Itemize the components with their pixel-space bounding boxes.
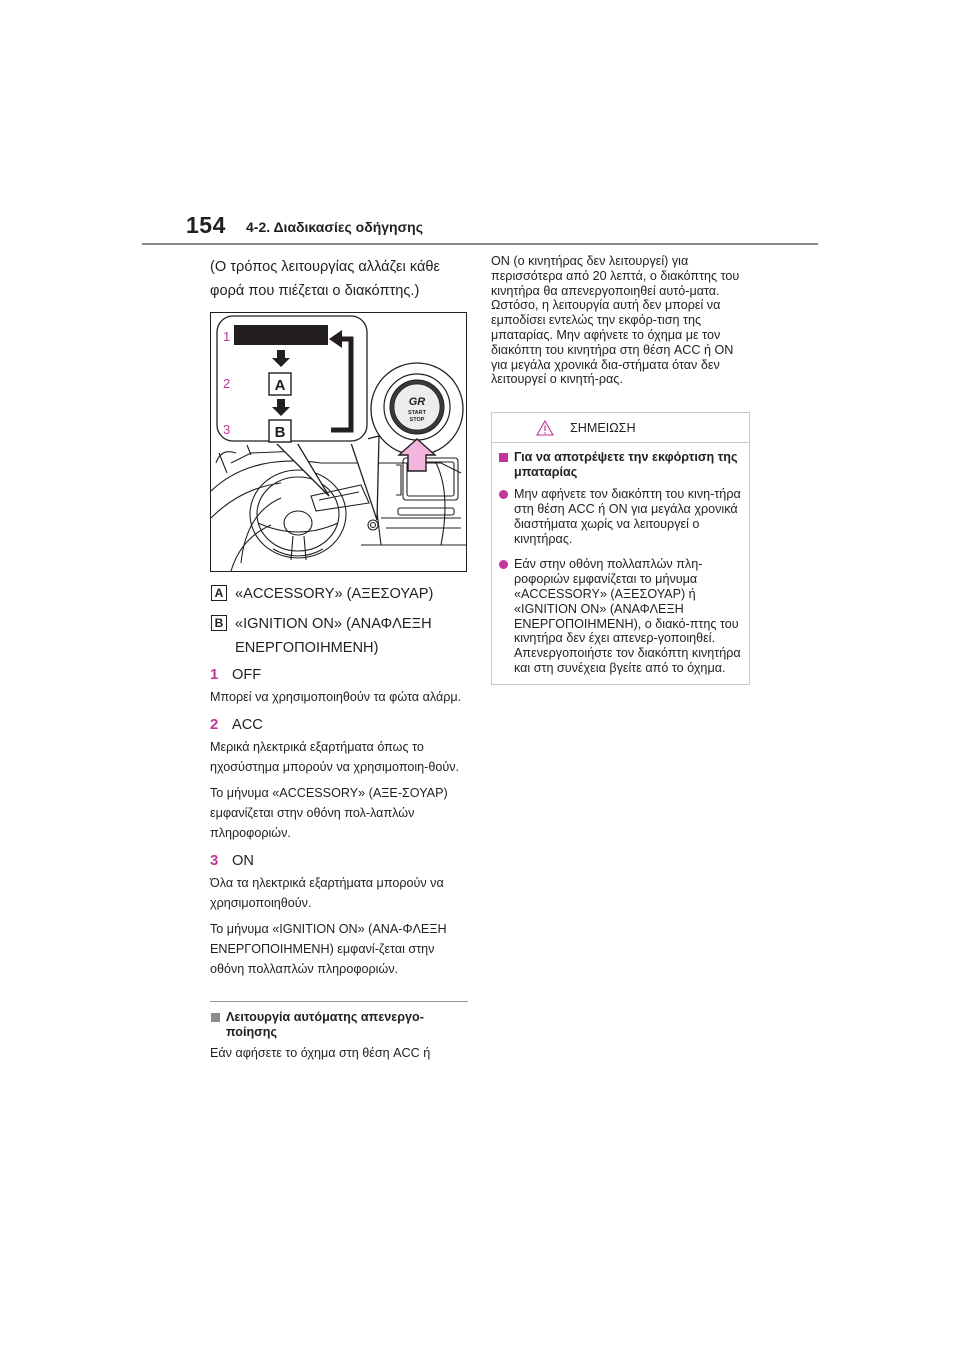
warning-triangle-icon — [536, 420, 554, 436]
step-description: Μερικά ηλεκτρικά εξαρτήματα όπως το ηχοσύστημα μπορούν να χρησιμοποιη-θούν. — [210, 740, 460, 774]
note-bullet-text: Εάν στην οθόνη πολλαπλών πλη-ροφοριών εμφανίζεται το μήνυμα «ACCESSORY» (ΑΞΕΣΟΥΑΡ) ή «IGNITION ON» (ΑΝΑΦΛΕΞΗ ΕΝΕΡΓΟΠΟΙΗΜΕΝΗ), ο διακό-πτης του κινητήρα δεν έχει απενερ-γοποιηθεί. Απενεργοποιήστε τον διακόπτη κινητήρα και στη συνέχεια βγείτε από το όχημα. — [514, 557, 741, 675]
step-acc — [210, 716, 468, 733]
note-box — [491, 412, 750, 685]
step-description: Όλα τα ηλεκτρικά εξαρτήματα μπορούν να χρησιμοποιηθούν. — [210, 876, 444, 910]
button-stop-text: STOP — [409, 417, 425, 423]
subsection-text: Εάν αφήσετε το όχημα στη θέση ACC ή — [210, 1046, 431, 1060]
right-column — [491, 254, 753, 685]
note-bullet-text: Μην αφήνετε τον διακόπτη του κινη-τήρα στη θέση ACC ή ON για μεγάλα χρονικά διαστήματα χωρίς να λειτουργεί ο κινητήρας. — [514, 487, 741, 546]
step-off — [210, 666, 468, 683]
continuation-text: ΟΝ (ο κινητήρας δεν λειτουργεί) για περισσότερα από 20 λεπτά, ο διακόπτης του κινητήρα θα απενεργοποιηθεί αυτό-ματα. Ωστόσο, η λειτουργία αυτή δεν μπορεί να εμποδίσει εντελώς την εκφόρ-τιση της μπαταρίας. Μην αφήνετε το όχημα με τον διακόπτη του κινητήρα στη θέση ACC ή ON για μεγάλα χρονικά δια-στήματα όταν δεν λειτουργεί ο κινητή-ρας. — [491, 254, 740, 387]
note-subtitle: Για να αποτρέψετε την εκφόρτιση της μπαταρίας — [514, 450, 738, 480]
switch-mode-figure — [210, 312, 467, 572]
figure-box-b: B — [274, 424, 286, 441]
step-on — [210, 852, 468, 869]
round-bullet-icon — [499, 490, 508, 499]
step-description: Μπορεί να χρησιμοποιηθούν τα φώτα αλάρμ. — [210, 690, 462, 704]
square-bullet-icon — [211, 1013, 220, 1022]
figure-box-a: A — [274, 377, 286, 394]
step-number: 3 — [210, 852, 219, 869]
step-number: 2 — [210, 716, 219, 733]
subsection-divider — [210, 1001, 468, 1002]
subsection-title: Λειτουργία αυτόματης απενεργο-ποίησης — [226, 1010, 424, 1039]
note-bullet — [498, 487, 743, 546]
legend-a — [210, 582, 468, 606]
note-heading: ΣΗΜΕΙΩΣΗ — [570, 420, 636, 435]
legend-key-b: B — [211, 615, 227, 631]
lead-paragraph: (Ο τρόπος λειτουργίας αλλάζει κάθε φορά που πιέζεται ο διακόπτης.) — [210, 259, 441, 299]
legend-text-a: «ACCESSORY» (ΑΞΕΣΟΥΑΡ) — [235, 586, 434, 602]
round-bullet-icon — [499, 560, 508, 569]
legend-key-a: A — [211, 585, 227, 601]
switch-illustration — [211, 313, 466, 571]
page-number: 154 — [186, 212, 226, 238]
legend-b — [210, 612, 468, 660]
step-description: Το μήνυμα «IGNITION ON» (ΑΝΑ-ΦΛΕΞΗ ΕΝΕΡΓΟΠΟΙΗΜΕΝΗ) εμφανί-ζεται στην οθόνη πολλαπλών πληροφοριών. — [210, 922, 447, 976]
step-number: 1 — [210, 666, 219, 683]
step-label: OFF — [232, 667, 262, 683]
step-description: Το μήνυμα «ACCESSORY» (ΑΞΕ-ΣΟΥΑΡ) εμφανίζεται στην οθόνη πολ-λαπλών πληροφοριών. — [210, 786, 448, 840]
note-header — [492, 413, 749, 443]
subsection-heading — [210, 1010, 468, 1040]
legend-text-b: «IGNITION ON» (ΑΝΑΦΛΕΞΗ ΕΝΕΡΓΟΠΟΙΗΜΕΝΗ) — [235, 616, 432, 656]
left-column — [210, 255, 468, 1063]
gr-logo: GR — [408, 396, 426, 408]
step-label: ACC — [232, 717, 263, 733]
note-subheading — [498, 450, 743, 480]
figure-step-2: 2 — [223, 376, 231, 391]
step-label: ON — [232, 853, 254, 869]
header-rule — [142, 243, 818, 245]
section-title: 4-2. Διαδικασίες οδήγησης — [246, 219, 424, 235]
figure-step-3: 3 — [223, 422, 231, 437]
square-bullet-icon — [499, 453, 508, 462]
figure-step-1: 1 — [223, 329, 231, 344]
button-start-text: START — [408, 410, 426, 416]
note-bullet — [498, 557, 743, 675]
